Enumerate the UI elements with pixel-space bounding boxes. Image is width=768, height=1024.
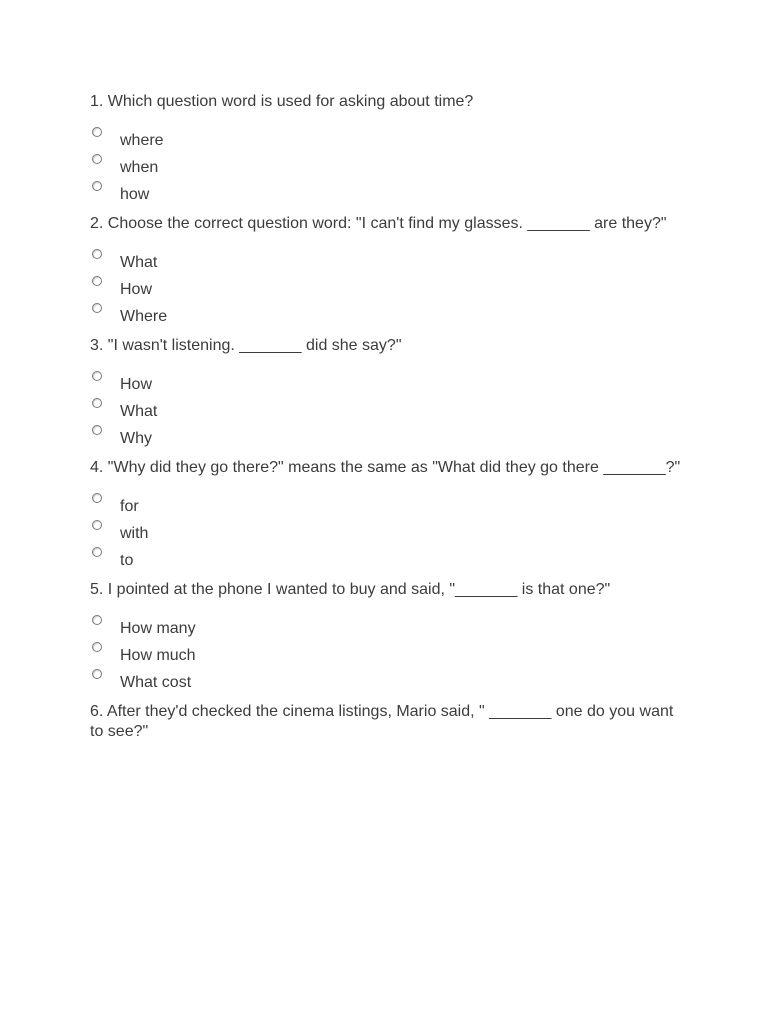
- option-2b[interactable]: [90, 276, 690, 303]
- option-label: Why: [120, 430, 152, 447]
- option-5c[interactable]: [90, 669, 690, 696]
- radio-button[interactable]: [92, 425, 102, 435]
- option-1c[interactable]: [90, 181, 690, 208]
- question-3-text: 3. "I wasn't listening. _______ did she say?": [90, 337, 402, 354]
- question-2: [90, 214, 690, 330]
- option-2c[interactable]: [90, 303, 690, 330]
- question-5: [90, 580, 690, 696]
- option-5a[interactable]: [90, 615, 690, 642]
- radio-button[interactable]: [92, 615, 102, 625]
- question-4-options: [90, 493, 690, 574]
- question-3-options: [90, 371, 690, 452]
- option-label: where: [120, 132, 164, 149]
- question-2-text: 2. Choose the correct question word: "I can't find my glasses. _______ are they?": [90, 215, 667, 232]
- option-3a[interactable]: [90, 371, 690, 398]
- option-2a[interactable]: [90, 249, 690, 276]
- option-label: How: [120, 281, 153, 298]
- question-2-options: [90, 249, 690, 330]
- radio-button[interactable]: [92, 249, 102, 259]
- option-5b[interactable]: [90, 642, 690, 669]
- option-label: for: [120, 498, 139, 515]
- radio-button[interactable]: [92, 303, 102, 313]
- question-5-options: [90, 615, 690, 696]
- radio-button[interactable]: [92, 547, 102, 557]
- option-4b[interactable]: [90, 520, 690, 547]
- radio-button[interactable]: [92, 493, 102, 503]
- radio-button[interactable]: [92, 642, 102, 652]
- option-1b[interactable]: [90, 154, 690, 181]
- question-4: [90, 458, 690, 574]
- option-label: What: [120, 403, 158, 420]
- radio-button[interactable]: [92, 669, 102, 679]
- question-1-options: [90, 127, 690, 208]
- radio-button[interactable]: [92, 520, 102, 530]
- quiz: [90, 92, 690, 742]
- question-1: [90, 92, 690, 208]
- question-3: [90, 336, 690, 452]
- radio-button[interactable]: [92, 276, 102, 286]
- option-label: with: [120, 525, 149, 542]
- option-3b[interactable]: [90, 398, 690, 425]
- question-4-text: 4. "Why did they go there?" means the same as "What did they go there _______?": [90, 459, 681, 476]
- question-6-text: 6. After they'd checked the cinema listings, Mario said, " _______ one do you want to see?": [90, 703, 674, 740]
- option-label: to: [120, 552, 134, 569]
- option-label: Where: [120, 308, 168, 325]
- radio-button[interactable]: [92, 371, 102, 381]
- question-1-text: 1. Which question word is used for asking about time?: [90, 93, 474, 110]
- option-label: when: [120, 159, 159, 176]
- radio-button[interactable]: [92, 398, 102, 408]
- option-3c[interactable]: [90, 425, 690, 452]
- option-label: How many: [120, 620, 196, 637]
- radio-button[interactable]: [92, 127, 102, 137]
- option-label: What: [120, 254, 158, 271]
- option-1a[interactable]: [90, 127, 690, 154]
- radio-button[interactable]: [92, 154, 102, 164]
- option-label: how: [120, 186, 150, 203]
- option-label: How: [120, 376, 153, 393]
- question-6: [90, 702, 690, 742]
- option-4c[interactable]: [90, 547, 690, 574]
- option-4a[interactable]: [90, 493, 690, 520]
- question-5-text: 5. I pointed at the phone I wanted to buy and said, "_______ is that one?": [90, 581, 611, 598]
- option-label: What cost: [120, 674, 192, 691]
- radio-button[interactable]: [92, 181, 102, 191]
- option-label: How much: [120, 647, 196, 664]
